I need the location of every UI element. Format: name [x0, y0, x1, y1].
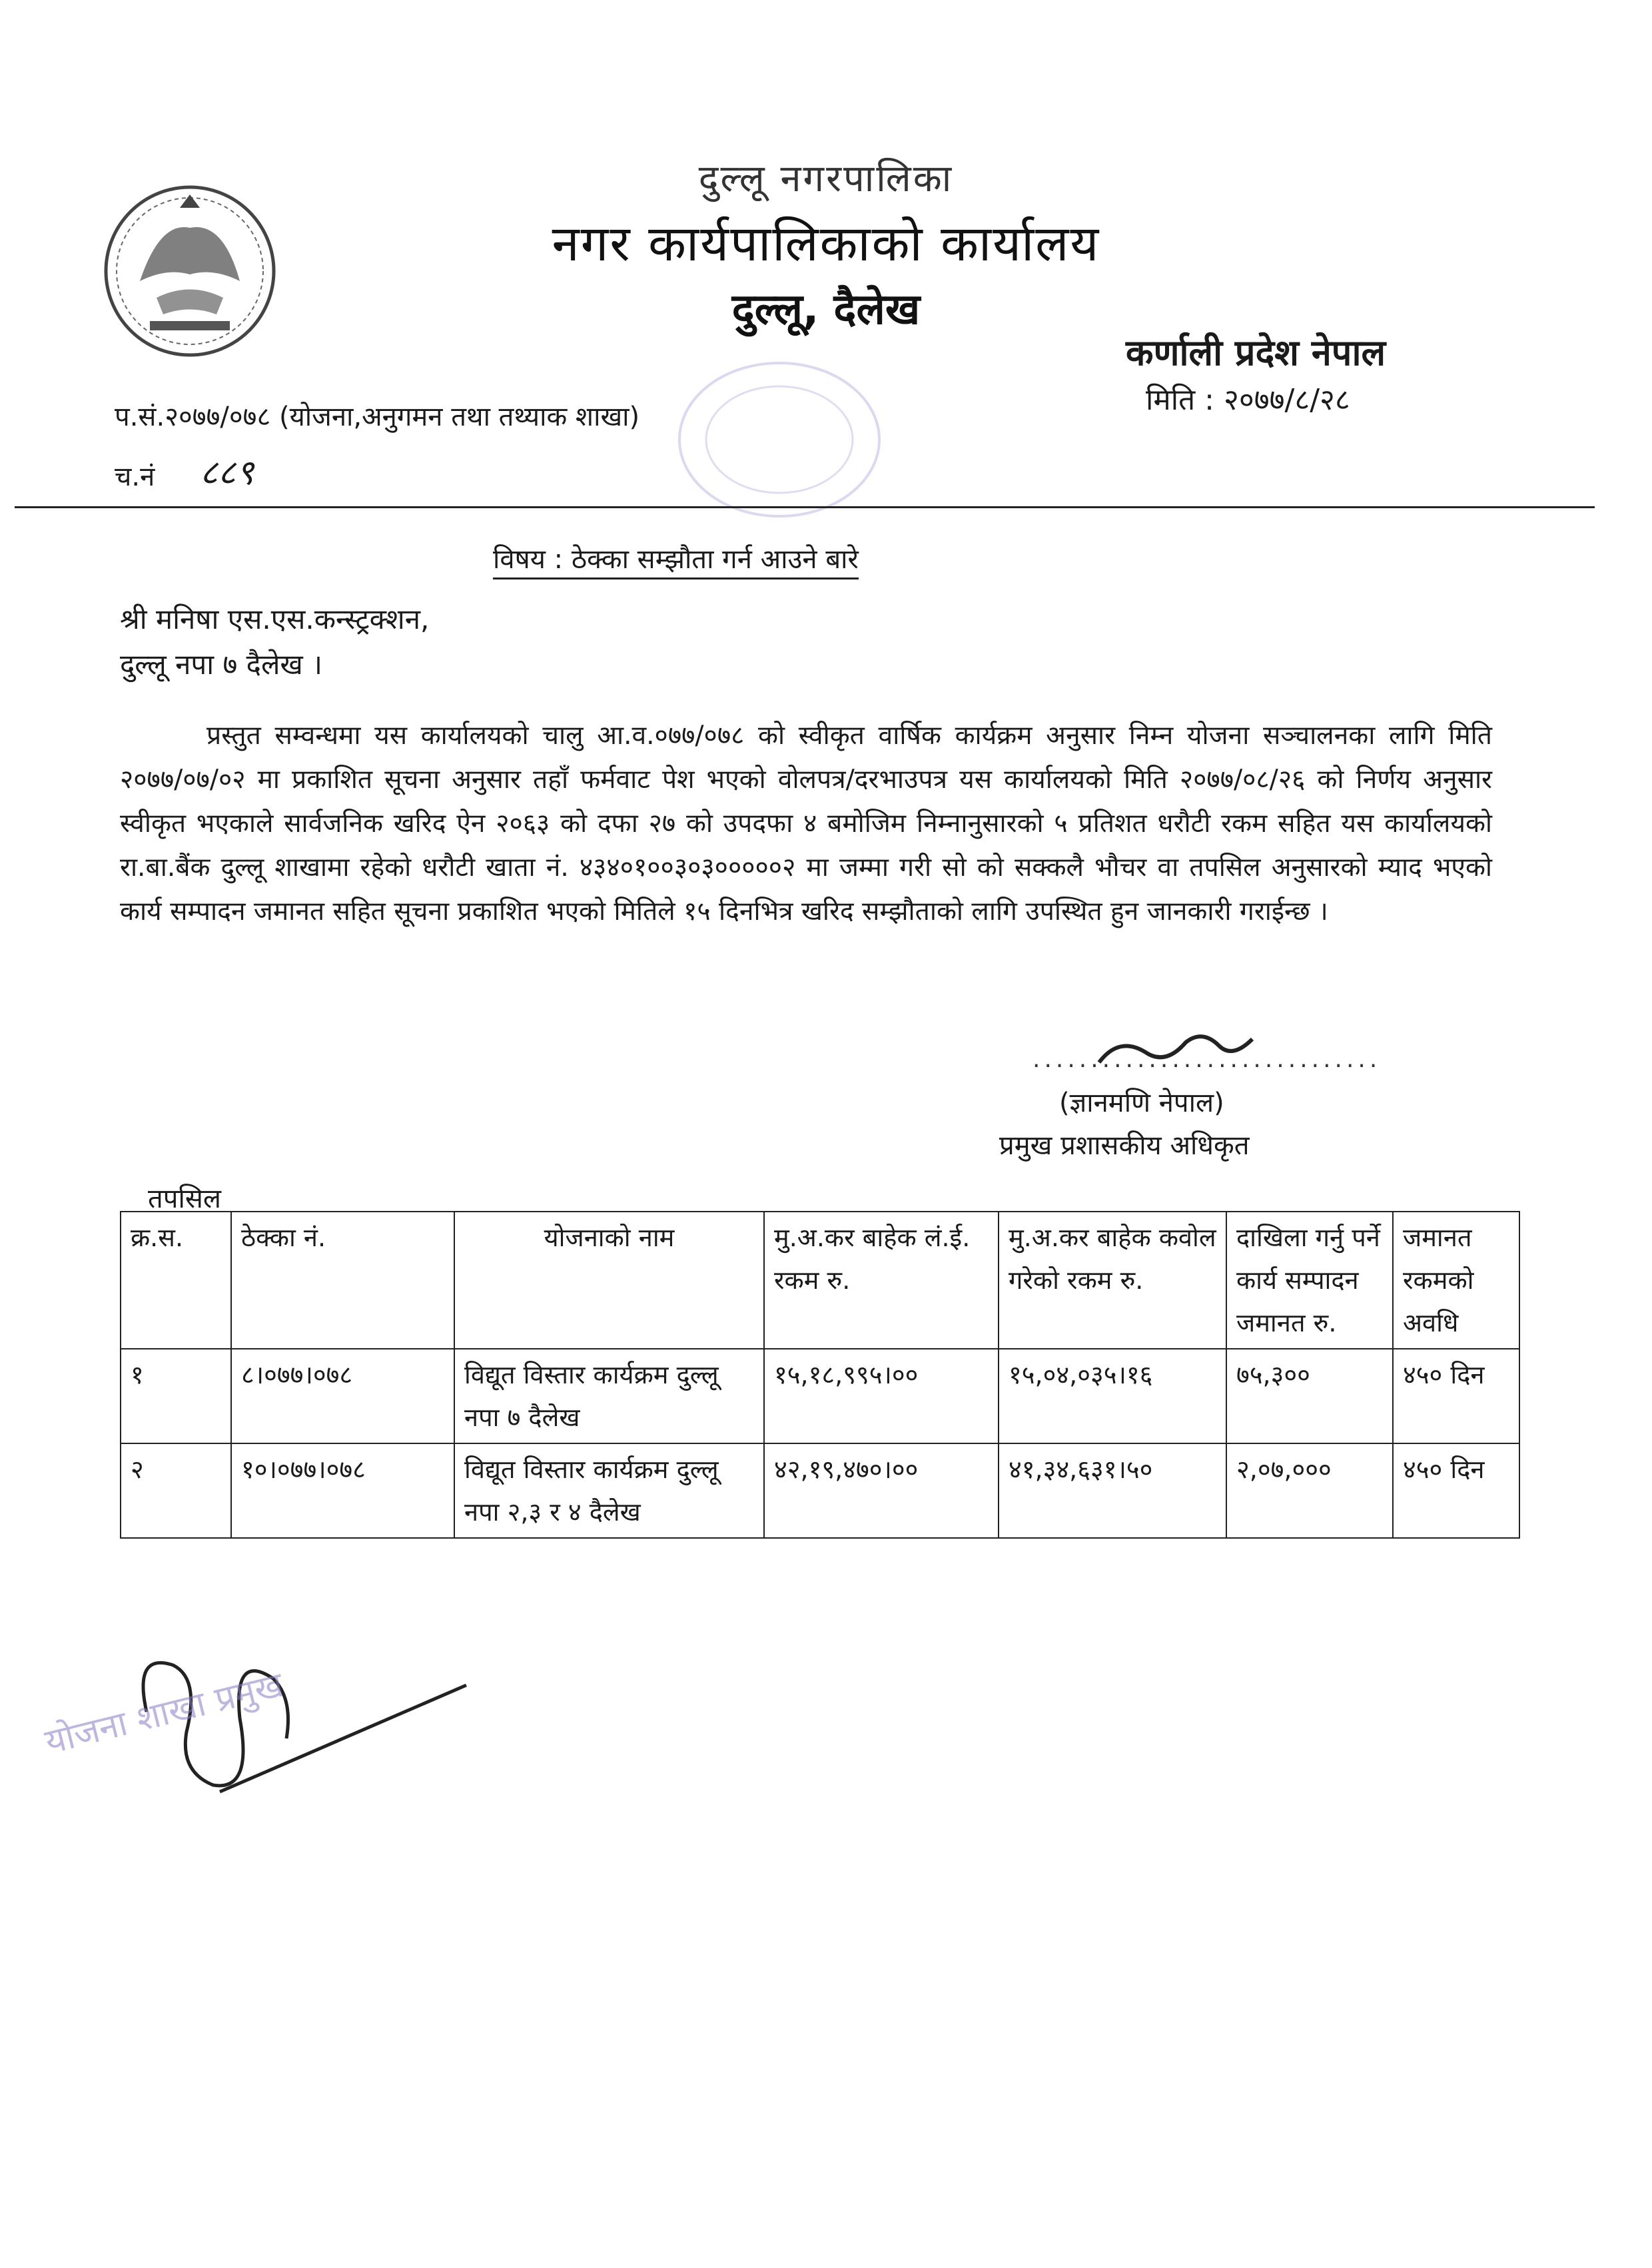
- province-name: कर्णाली प्रदेश नेपाल: [1126, 332, 1386, 374]
- cell-contract-no: ८।०७७।०७८: [231, 1349, 454, 1443]
- header-divider: [15, 506, 1595, 508]
- dispatch-number-label: च.नं: [115, 462, 155, 492]
- signatory-title: प्रमुख प्रशासकीय अधिकृत: [999, 1130, 1250, 1161]
- addressee-line-1: श्री मनिषा एस.एस.कन्स्ट्रक्शन,: [120, 603, 430, 635]
- table-header-row: [121, 1212, 1519, 1349]
- contract-details-table: [120, 1211, 1520, 1539]
- cell-estimate: १५,१८,९९५।००: [764, 1349, 999, 1443]
- letter-date: मिति : २०७७/८/२८: [1146, 383, 1350, 417]
- table-row: [121, 1349, 1519, 1443]
- cell-serial: १: [121, 1349, 231, 1443]
- signatory-name: (ज्ञानमणि नेपाल): [1059, 1088, 1224, 1118]
- reference-number: प.सं.२०७७/०७८ (योजना,अनुगमन तथा तथ्याक शाखा): [115, 402, 640, 432]
- dispatch-number-value: ८८९: [200, 453, 254, 493]
- col-header-guarantee: दाखिला गर्नु पर्ने कार्य सम्पादन जमानत रु.: [1226, 1212, 1393, 1349]
- col-header-contract-no: ठेक्का नं.: [231, 1212, 454, 1349]
- letter-body: प्रस्तुत सम्वन्धमा यस कार्यालयको चालु आ.व.०७७/०७८ को स्वीकृत वार्षिक कार्यक्रम अनुसार निम्न योजना सञ्चालनका लागि मिति २०७७/०७/०२ मा प्रकाशित सूचना अनुसार तहाँ फर्मवाट पेश भएको वोलपत्र/दरभाउपत्र यस कार्यालयको मिति २०७७/०८/२६ को निर्णय अनुसार स्वीकृत भएकाले सार्वजनिक खरिद ऐन २०६३ को दफा २७ को उपदफा ४ बमोजिम निम्नानुसारको ५ प्रतिशत धरौटी रकम सहित यस कार्यालयको रा.बा.बैंक दुल्लू शाखामा रहेको धरौटी खाता नं. ४३४०१००३०३०००००२ मा जम्मा गरी सो को सक्कलै भौचर वा तपसिल अनुसारको म्याद भएको कार्य सम्पादन जमानत सहित सूचना प्रकाशित भएको मितिले १५ दिनभित्र खरिद सम्झौताको लागि उपस्थित हुन जानकारी गराईन्छ ।: [120, 721, 1492, 927]
- cell-bid-amount: १५,०४,०३५।१६: [999, 1349, 1226, 1443]
- cell-project-name: विद्यूत विस्तार कार्यक्रम दुल्लू नपा ७ दैलेख: [454, 1349, 764, 1443]
- cell-bid-amount: ४१,३४,६३१।५०: [999, 1443, 1226, 1538]
- cell-period: ४५० दिन: [1393, 1349, 1519, 1443]
- municipality-name: दुल्लू नगरपालिका: [698, 157, 954, 200]
- addressee-line-2: दुल्लू नपा ७ दैलेख ।: [120, 648, 323, 681]
- cell-serial: २: [121, 1443, 231, 1538]
- office-name: नगर कार्यपालिकाको कार्यालय: [552, 215, 1100, 272]
- signature-line: ..............................: [1032, 1046, 1382, 1073]
- table-row: [121, 1443, 1519, 1538]
- col-header-serial: क्र.स.: [121, 1212, 231, 1349]
- cell-guarantee: २,०७,०००: [1226, 1443, 1393, 1538]
- col-header-period: जमानत रकमको अवधि: [1393, 1212, 1519, 1349]
- col-header-project-name: योजनाको नाम: [454, 1212, 764, 1349]
- col-header-estimate: मु.अ.कर बाहेक लं.ई. रकम रु.: [764, 1212, 999, 1349]
- cell-project-name: विद्यूत विस्तार कार्यक्रम दुल्लू नपा २,३ र ४ दैलेख: [454, 1443, 764, 1538]
- cell-guarantee: ७५,३००: [1226, 1349, 1393, 1443]
- office-seal-stamp: [673, 353, 886, 526]
- office-place: दुल्लू, दैलेख: [731, 285, 921, 334]
- section-head-stamp: योजना शाखा प्रमुख: [41, 1665, 288, 1762]
- cell-period: ४५० दिन: [1393, 1443, 1519, 1538]
- table-caption: तपसिल: [148, 1184, 222, 1214]
- cell-estimate: ४२,१९,४७०।००: [764, 1443, 999, 1538]
- letter-subject: विषय : ठेक्का सम्झौता गर्न आउने बारे: [493, 540, 859, 579]
- cell-contract-no: १०।०७७।०७८: [231, 1443, 454, 1538]
- col-header-bid-amount: मु.अ.कर बाहेक कवोल गरेको रकम रु.: [999, 1212, 1226, 1349]
